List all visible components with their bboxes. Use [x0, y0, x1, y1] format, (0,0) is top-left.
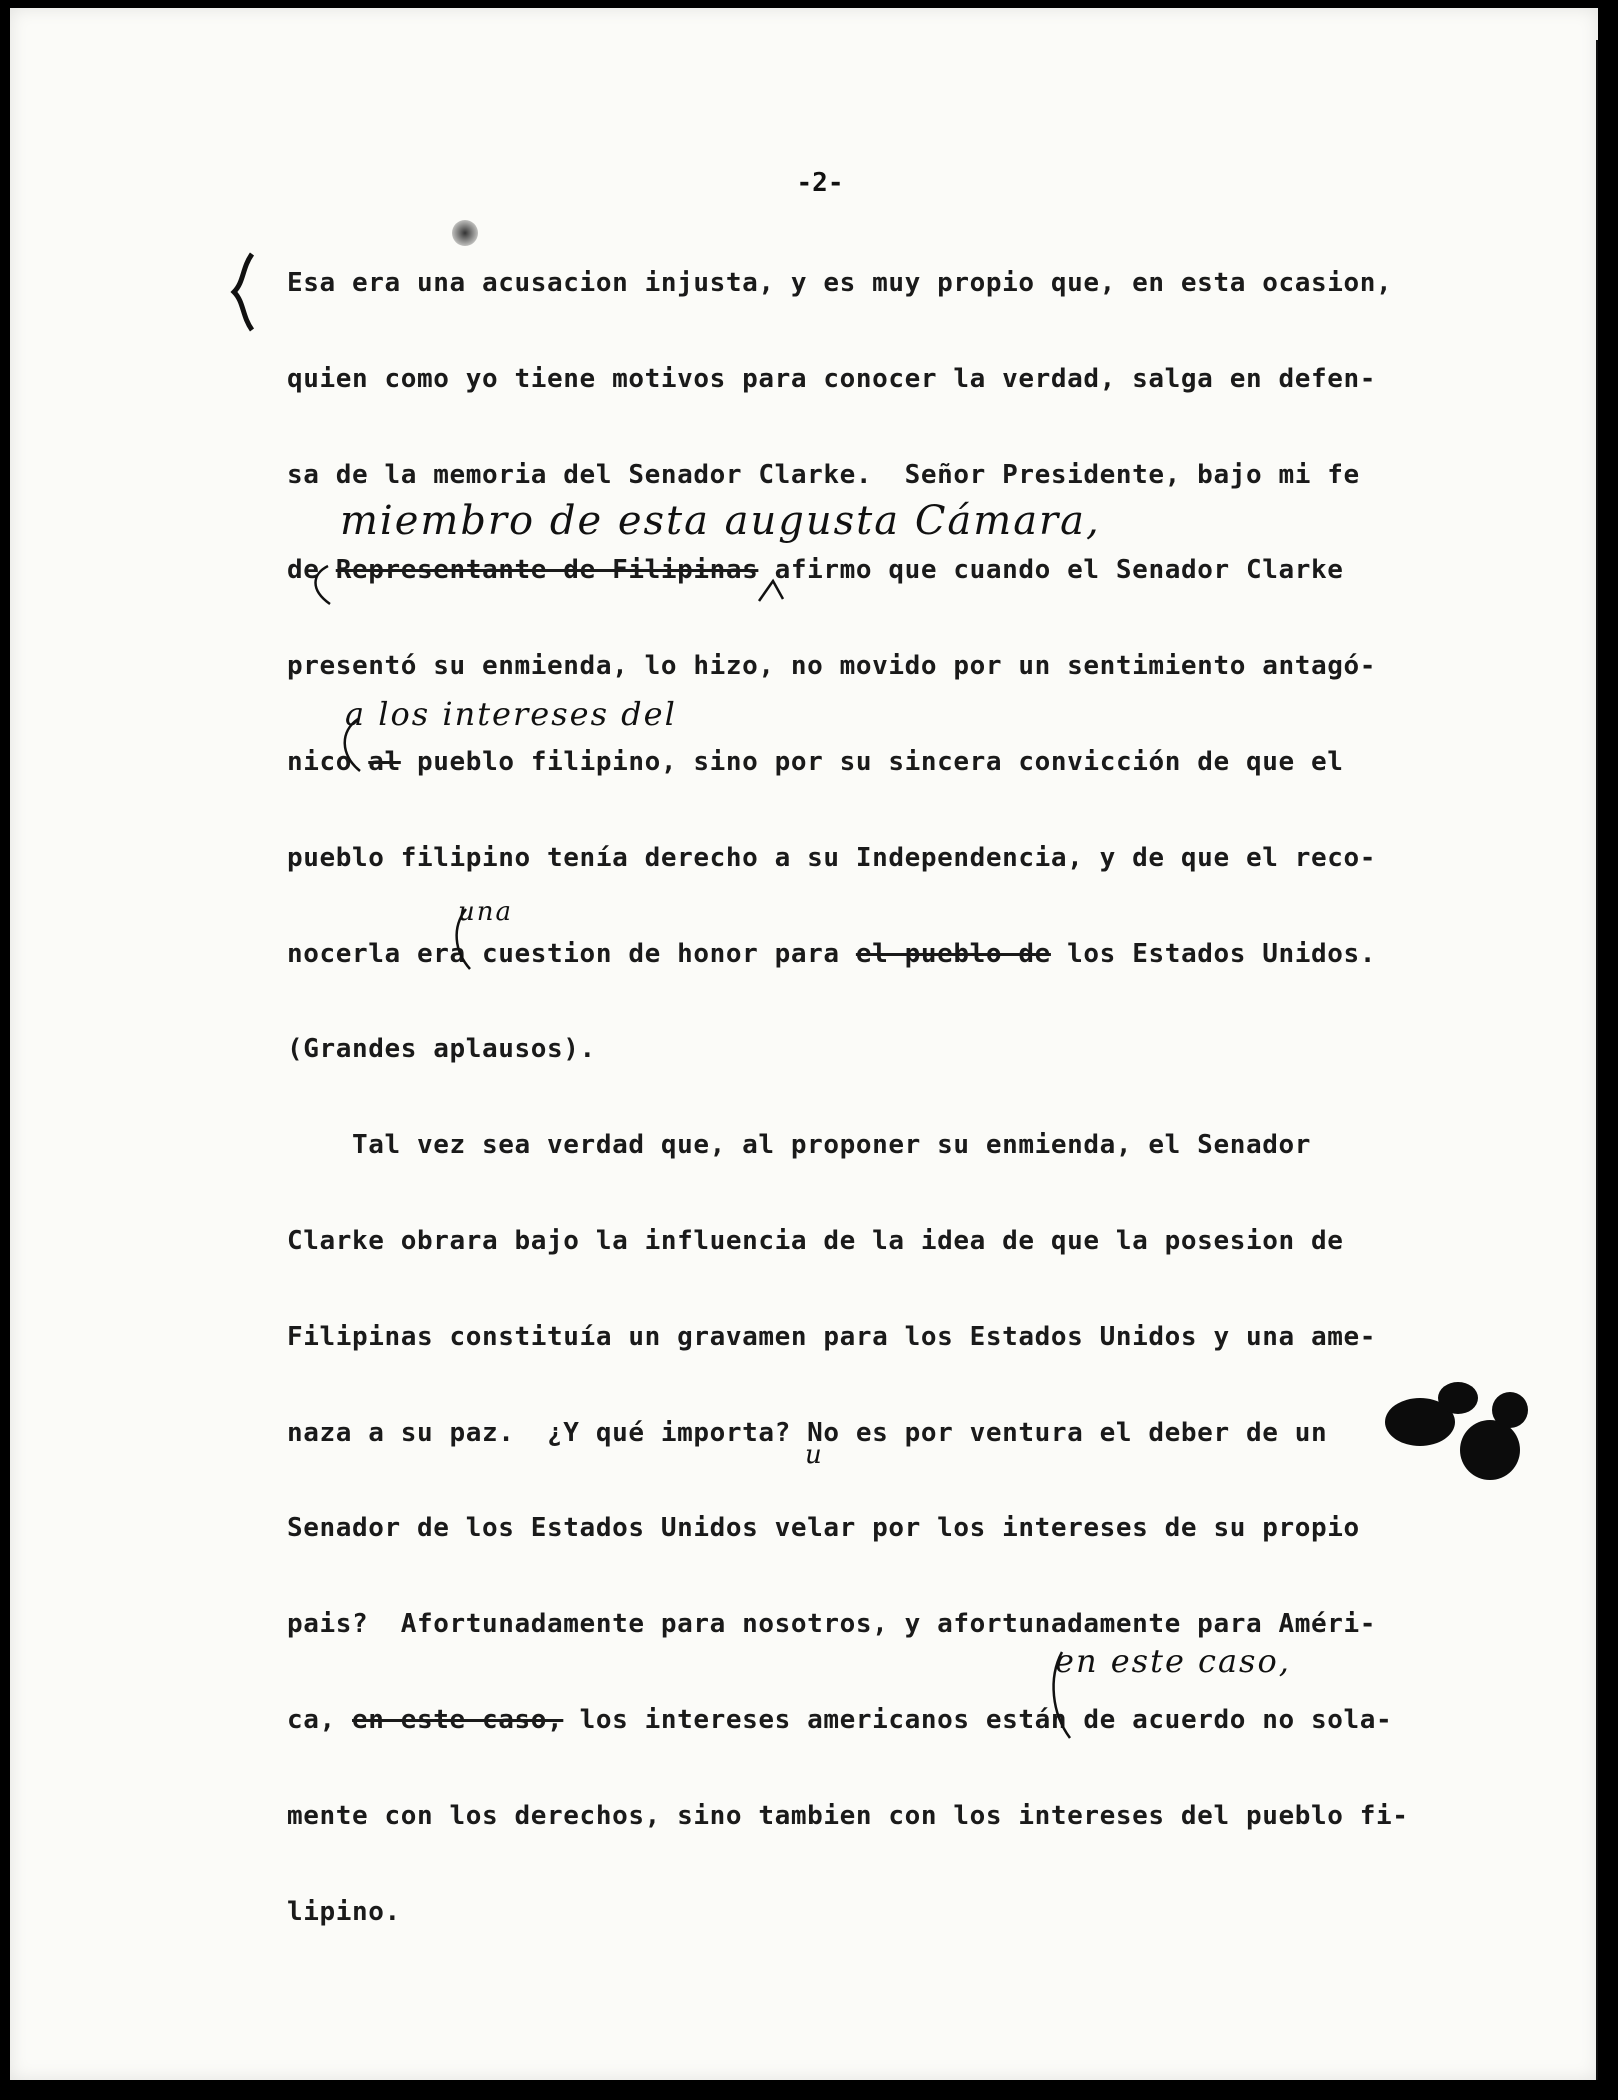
typed-text: nocerla era cuestion de honor para — [287, 939, 856, 969]
ink-blot — [1460, 1420, 1520, 1480]
insertion-bracket-mark — [300, 560, 350, 610]
typed-text: pueblo filipino, sino por su sincera convicción de que el — [400, 747, 1344, 777]
typed-text: sa de la memoria del Senador Clarke. Señor Presidente, bajo mi fe — [287, 460, 1360, 490]
handwritten-insertion: u — [805, 1440, 824, 1470]
typed-text: naza a su paz. ¿Y qué importa? No es por ventura el deber de un — [287, 1418, 1328, 1448]
typed-line — [287, 1897, 401, 1927]
page-number: -2- — [796, 168, 844, 198]
typed-line — [287, 1705, 1392, 1735]
typed-line — [287, 1226, 1343, 1256]
typed-line — [287, 1130, 1311, 1160]
struck-text: al — [368, 747, 401, 777]
typed-text: los intereses americanos están de acuerdo no sola- — [563, 1705, 1393, 1735]
typed-line — [287, 268, 1392, 298]
typed-line — [287, 1801, 1408, 1831]
insertion-bracket-mark — [1040, 1648, 1080, 1743]
typed-text: pais? Afortunadamente para nosotros, y afortunadamente para Améri- — [287, 1609, 1376, 1639]
typed-line — [287, 1034, 596, 1064]
typed-line — [287, 651, 1376, 681]
struck-text: el pueblo de — [855, 939, 1051, 969]
typed-line — [287, 1513, 1360, 1543]
handwritten-insertion: en este caso, — [1055, 1642, 1291, 1680]
typed-text: quien como yo tiene motivos para conocer la verdad, salga en defen- — [287, 364, 1376, 394]
insertion-bracket-mark — [330, 715, 370, 775]
handwritten-insertion: a los intereses del — [345, 695, 677, 733]
typed-text: afirmo que cuando el Senador Clarke — [758, 555, 1344, 585]
handwritten-insertion: una — [458, 897, 513, 927]
typed-text: los Estados Unidos. — [1050, 939, 1376, 969]
typed-text: Esa era una acusacion injusta, y es muy propio que, en esta ocasion, — [287, 268, 1393, 298]
typed-line — [287, 1609, 1376, 1639]
struck-text: en este caso, — [352, 1705, 564, 1735]
caret-mark — [755, 575, 795, 605]
ink-blot — [1492, 1392, 1528, 1428]
typed-text: lipino. — [287, 1897, 401, 1927]
typed-text: ca, — [287, 1705, 353, 1735]
typed-text: Clarke obrara bajo la influencia de la idea de que la posesion de — [287, 1226, 1344, 1256]
typed-line — [287, 460, 1360, 490]
typed-line — [287, 747, 1344, 777]
typed-text: (Grandes aplausos). — [287, 1034, 596, 1064]
typed-text: Tal vez sea verdad que, al proponer su enmienda, el Senador — [287, 1130, 1311, 1160]
typed-text: nico — [287, 747, 369, 777]
ink-blot — [1438, 1382, 1478, 1414]
struck-text: Representante de Filipinas — [335, 555, 759, 585]
typed-text: mente con los derechos, sino tambien con los intereses del pueblo fi- — [287, 1801, 1409, 1831]
handwritten-insertion: miembro de esta augusta Cámara, — [340, 498, 1101, 544]
page-edge — [1596, 40, 1598, 2080]
margin-bracket-mark — [222, 250, 262, 335]
typed-text: Filipinas constituía un gravamen para los Estados Unidos y una ame- — [287, 1322, 1376, 1352]
typed-line — [287, 364, 1376, 394]
typed-text: presentó su enmienda, lo hizo, no movido por un sentimiento antagó- — [287, 651, 1376, 681]
typed-text: pueblo filipino tenía derecho a su Independencia, y de que el reco- — [287, 843, 1376, 873]
typed-text: Senador de los Estados Unidos velar por los intereses de su propio — [287, 1513, 1360, 1543]
insertion-bracket-mark — [440, 905, 480, 975]
typed-line — [287, 555, 1343, 585]
typed-line — [287, 1322, 1376, 1352]
typed-text: de — [287, 555, 336, 585]
ink-spot — [452, 220, 478, 246]
typed-line — [287, 843, 1376, 873]
